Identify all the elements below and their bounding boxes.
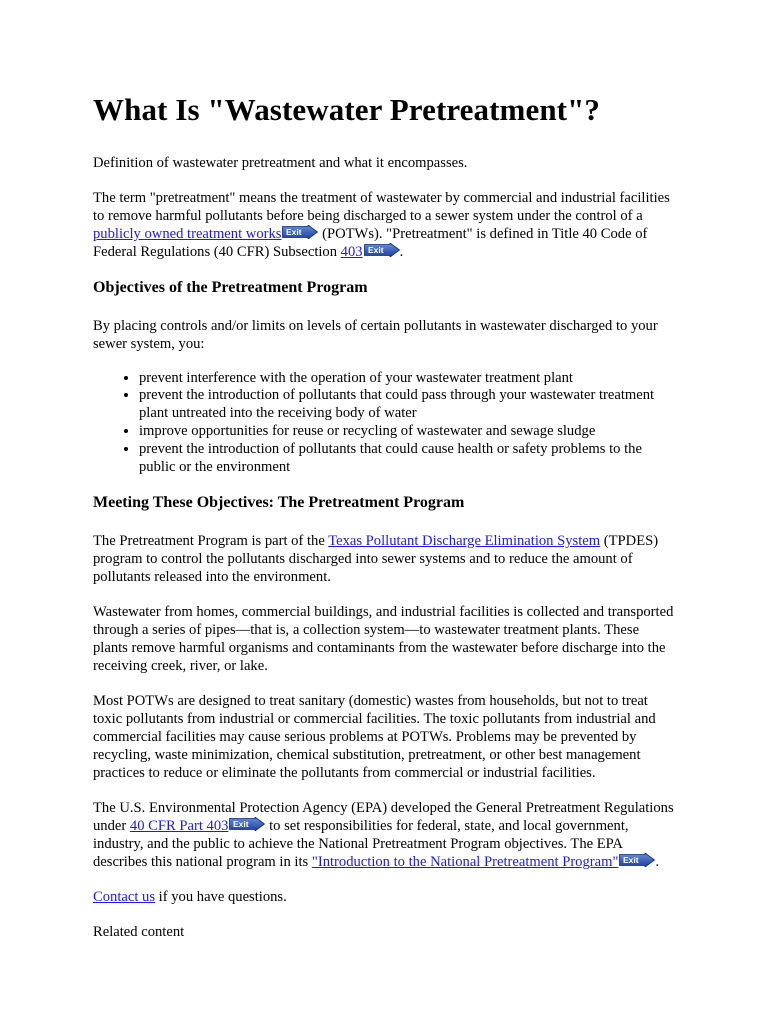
objectives-list: [93, 370, 675, 477]
tpdes-link[interactable]: Texas Pollutant Discharge Elimination System: [328, 533, 601, 550]
tpdes-paragraph: [93, 532, 675, 586]
related-content-label: Related content: [93, 924, 185, 941]
exit-icon-label: Exit: [233, 819, 250, 830]
wastewater-paragraph: Wastewater from homes, commercial buildings, and industrial facilities is collected and transported through a series of pipes—that is, a collection system—to wastewater treatment plants. These plants remove harmful organisms and contaminants from the wastewater before discharge into the receiving creek, river, or lake.: [93, 604, 674, 675]
contact-us-link[interactable]: Contact us: [93, 889, 156, 906]
potw-link[interactable]: publicly owned treatment works: [93, 225, 282, 242]
intro-text: Definition of wastewater pretreatment and what it encompasses.: [93, 154, 468, 171]
list-item: • prevent the introduction of pollutants that could pass through your wastewater treatment plant untreated into the receiving body of water: [139, 387, 675, 423]
contact-text: if you have questions.: [155, 889, 287, 906]
definition-text-1: The term "pretreatment" means the treatment of wastewater by commercial and industrial facilities to remove harmful pollutants before being discharged to a sewer system under the control of a: [93, 189, 670, 224]
definition-text-2: (POTWs). "Pretreatment" is defined in Title 40 Code of Federal Regulations (40 CFR) Subsection: [93, 225, 648, 260]
contact-paragraph: [93, 888, 675, 906]
exit-icon-label: Exit: [623, 855, 640, 866]
epa-paragraph: [93, 799, 675, 871]
objectives-intro: By placing controls and/or limits on levels of certain pollutants in wastewater discharged to your sewer system, you:: [93, 317, 658, 352]
exit-icon-label: Exit: [367, 244, 384, 255]
introduction-link[interactable]: "Introduction to the National Pretreatment Program": [311, 854, 619, 871]
list-item: • prevent the introduction of pollutants that could cause health or safety problems to the public or the environment: [139, 441, 675, 477]
epa-text-1: The U.S. Environmental Protection Agency (EPA) developed the General Pretreatment Regulations under: [93, 800, 674, 835]
list-item: • prevent interference with the operation of your wastewater treatment plant: [139, 370, 675, 388]
potw-paragraph: Most POTWs are designed to treat sanitary (domestic) wastes from households, but not to treat toxic pollutants from industrial or commercial facilities. The toxic pollutants from industrial and commercial facilities may cause serious problems at POTWs. Problems may be prevented by recycling, waste minimization, chemical substitution, pretreatment, or other best management practices to reduce or eliminate the pollutants from commercial or industrial facilities.: [93, 693, 656, 782]
meeting-heading: Meeting These Objectives: The Pretreatment Program: [93, 494, 465, 512]
exit-icon-label: Exit: [286, 226, 303, 237]
definition-text-3: .: [399, 243, 404, 260]
objectives-heading: Objectives of the Pretreatment Program: [93, 278, 368, 296]
exit-icon[interactable]: [229, 817, 265, 831]
cfr-part-403-link[interactable]: 40 CFR Part 403: [129, 818, 229, 835]
exit-icon[interactable]: [282, 225, 318, 239]
tpdes-text-1: The Pretreatment Program is part of the: [93, 533, 329, 550]
exit-icon[interactable]: [619, 853, 655, 867]
epa-text-3: .: [655, 854, 660, 871]
cfr-403-link[interactable]: 403: [340, 243, 363, 260]
definition-paragraph: [93, 189, 675, 261]
page-title: What Is "Wastewater Pretreatment"?: [93, 92, 601, 127]
list-item: • improve opportunities for reuse or recycling of wastewater and sewage sludge: [139, 423, 675, 441]
tpdes-text-2: (TPDES) program to control the pollutants discharged into sewer systems and to reduce the amount of pollutants released into the environment.: [93, 533, 659, 586]
exit-icon[interactable]: [364, 243, 400, 257]
epa-text-2: to set responsibilities for federal, state, and local government, industry, and the public to achieve the National Pretreatment Program objectives. The EPA describes this national program in its: [93, 818, 629, 871]
